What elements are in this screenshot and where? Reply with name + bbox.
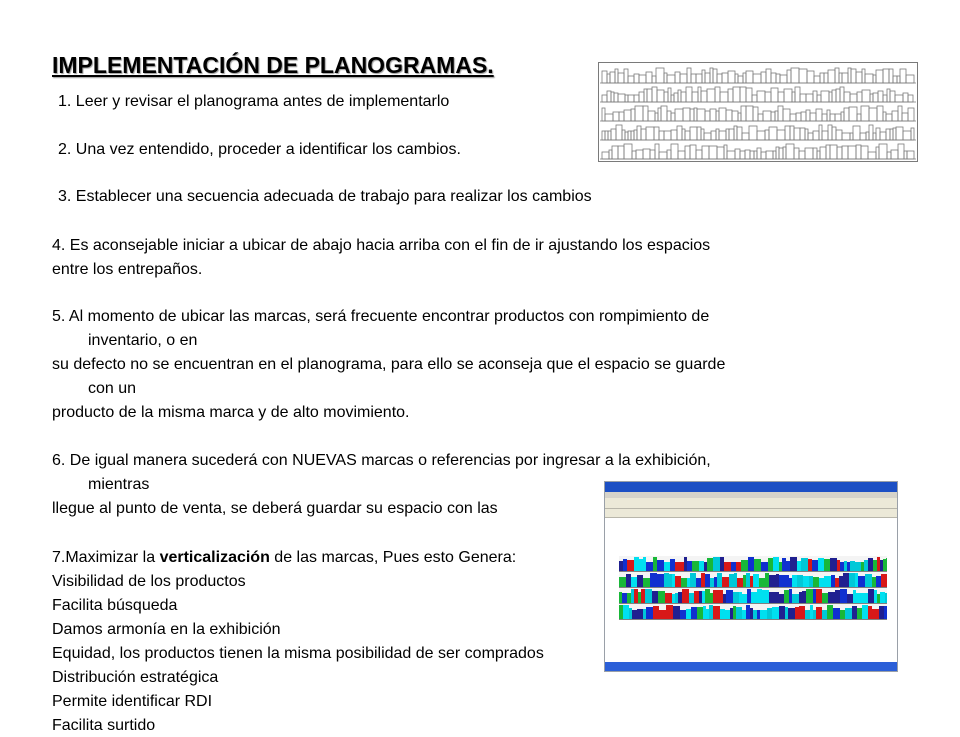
- planogram-product: [750, 576, 753, 587]
- benefit-item: Visibilidad de los productos: [52, 573, 246, 590]
- planogram-product: [619, 577, 626, 587]
- planogram-product: [720, 557, 724, 571]
- window-toolbar-secondary: [605, 509, 897, 518]
- planogram-product: [730, 608, 733, 619]
- benefit-item: Facilita surtido: [52, 717, 156, 734]
- planogram-product: [697, 607, 703, 619]
- planogram-shelf: [619, 619, 887, 620]
- planogram-product: [782, 558, 786, 571]
- planogram-product: [753, 610, 757, 619]
- planogram-product: [862, 593, 868, 603]
- planogram-product: [675, 576, 681, 587]
- planogram-product: [813, 577, 819, 587]
- step-5-line-1: 5. Al momento de ubicar las marcas, será frecuente encontrar productos con rompimiento de: [52, 308, 710, 325]
- planogram-product: [768, 558, 773, 571]
- planogram-product: [619, 592, 622, 603]
- planogram-product: [874, 590, 877, 603]
- planogram-shelf: [619, 603, 887, 604]
- planogram-product: [713, 606, 720, 619]
- planogram-product: [748, 557, 754, 571]
- planogram-product: [843, 573, 849, 587]
- planogram-product: [806, 589, 813, 603]
- planogram-product: [705, 574, 710, 587]
- planogram-product: [645, 589, 652, 603]
- planogram-product: [822, 610, 827, 619]
- step-4-line-2: entre los entrepaños.: [52, 261, 203, 278]
- planogram-product: [747, 589, 751, 603]
- planogram-product: [776, 574, 779, 587]
- planogram-product: [840, 562, 844, 571]
- planogram-product: [739, 592, 742, 603]
- planogram-product: [717, 573, 722, 587]
- planogram-product: [707, 558, 713, 571]
- planogram-product: [881, 574, 887, 587]
- planogram-product: [682, 589, 689, 603]
- planogram-product: [872, 609, 879, 619]
- planogram-product: [772, 607, 779, 619]
- planogram-product: [797, 561, 801, 571]
- step-1: 1. Leer y revisar el planograma antes de implementarlo: [58, 93, 450, 110]
- colored-planogram-icon: [619, 556, 887, 620]
- planogram-product: [873, 560, 877, 571]
- planogram-product: [694, 591, 699, 603]
- planogram-product: [709, 605, 713, 619]
- planogram-product: [762, 590, 769, 603]
- planogram-product: [865, 574, 872, 587]
- planogram-product: [699, 591, 702, 603]
- planogram-product: [840, 589, 847, 603]
- planogram-product: [623, 559, 627, 571]
- planogram-product: [659, 610, 666, 619]
- planogram-product: [704, 562, 707, 571]
- planogram-product: [792, 594, 799, 603]
- step-7-prefix: 7.Maximizar la: [52, 549, 160, 566]
- planogram-product: [816, 589, 822, 603]
- planogram-product: [833, 608, 840, 619]
- planogram-product: [808, 559, 812, 571]
- window-titlebar: [605, 482, 897, 492]
- window-toolbar: [605, 498, 897, 509]
- planogram-product: [877, 557, 880, 571]
- planogram-product: [795, 607, 799, 619]
- planogram-product: [757, 589, 762, 603]
- window-taskbar: [605, 662, 897, 671]
- planogram-product: [733, 606, 736, 619]
- planogram-product: [722, 577, 729, 587]
- planogram-product: [720, 609, 725, 619]
- planogram-product: [835, 578, 839, 587]
- planogram-product: [785, 607, 788, 619]
- planogram-product: [623, 605, 629, 619]
- planogram-product: [779, 606, 785, 619]
- planogram-product: [880, 592, 885, 603]
- planogram-product: [810, 605, 813, 619]
- planogram-product: [687, 578, 690, 587]
- planogram-product: [736, 562, 741, 571]
- planogram-product: [877, 594, 880, 603]
- planogram-product: [710, 578, 714, 587]
- planogram-product: [713, 590, 716, 603]
- planogram-product: [637, 575, 643, 587]
- planogram-product: [684, 557, 687, 571]
- planogram-product: [703, 606, 706, 619]
- planogram-product: [835, 590, 840, 603]
- planogram-product: [789, 589, 792, 603]
- planogram-product: [702, 591, 705, 603]
- step-5-line-3: su defecto no se encuentran en el planograma, para ello se aconseja que el espacio se guarde: [52, 356, 726, 373]
- step-5-line-2: inventario, o en: [88, 332, 198, 349]
- planogram-product: [731, 562, 736, 571]
- planogram-product: [849, 573, 855, 587]
- planogram-product: [643, 609, 646, 619]
- planogram-product: [876, 576, 881, 587]
- planogram-product: [813, 589, 816, 603]
- planogram-product: [788, 608, 795, 619]
- planogram-product: [632, 610, 637, 619]
- step-7-bold: verticalización: [159, 549, 270, 566]
- planogram-product: [792, 575, 797, 587]
- slide-title: IMPLEMENTACIÓN DE PLANOGRAMAS.: [52, 52, 494, 78]
- planogram-product: [802, 591, 806, 603]
- planogram-product: [753, 574, 759, 587]
- planogram-product: [885, 593, 887, 603]
- step-5-line-4: con un: [88, 380, 137, 397]
- planogram-product: [706, 609, 709, 619]
- planogram-product: [714, 577, 717, 587]
- planogram-product: [646, 562, 653, 571]
- benefit-item: Equidad, los productos tienen la misma posibilidad de ser comprados: [52, 645, 544, 662]
- planogram-product: [884, 606, 887, 619]
- planogram-product: [678, 592, 682, 603]
- planogram-product: [850, 561, 855, 571]
- planogram-product: [672, 594, 675, 603]
- planogram-product: [805, 610, 810, 619]
- planogram-product: [858, 576, 865, 587]
- planogram-product: [809, 576, 813, 587]
- step-7: [52, 547, 516, 569]
- planogram-product: [883, 559, 886, 571]
- planogram-product: [855, 562, 861, 571]
- planogram-product: [847, 594, 853, 603]
- planogram-product: [746, 573, 750, 587]
- planogram-product: [816, 607, 822, 619]
- planogram-product: [664, 562, 670, 571]
- planogram-product: [818, 558, 824, 571]
- planogram-product: [767, 608, 772, 619]
- planogram-product: [627, 560, 634, 571]
- planogram-product: [765, 573, 769, 587]
- planogram-product: [639, 559, 643, 571]
- planogram-product: [675, 562, 680, 571]
- planogram-product: [797, 575, 803, 587]
- planogram-product: [803, 576, 809, 587]
- planogram-product: [827, 605, 833, 619]
- planogram-product: [824, 559, 830, 571]
- planogram-product: [746, 605, 750, 619]
- planogram-shelf: [619, 571, 887, 572]
- planogram-product: [812, 560, 818, 571]
- planogram-product: [701, 573, 705, 587]
- planogram-product: [641, 589, 645, 603]
- planogram-product: [724, 562, 731, 571]
- planogram-product: [689, 593, 694, 603]
- planogram-product: [864, 560, 868, 571]
- planogram-product: [750, 608, 753, 619]
- planogram-product: [634, 589, 638, 603]
- planogram-product: [723, 594, 726, 603]
- planogram-product: [672, 574, 675, 587]
- planogram-product: [687, 561, 692, 571]
- planogram-product: [653, 606, 659, 619]
- benefit-item: Facilita búsqueda: [52, 597, 178, 614]
- planogram-product: [686, 609, 691, 619]
- planogram-product: [737, 578, 743, 587]
- benefit-item: Damos armonía en la exhibición: [52, 621, 281, 638]
- planogram-product: [789, 578, 792, 587]
- planogram-product: [675, 593, 678, 603]
- planogram-product: [844, 561, 847, 571]
- planogram-product: [692, 561, 699, 571]
- planogram-product: [868, 589, 874, 603]
- planogram-product: [824, 576, 831, 587]
- planogram-product: [839, 576, 843, 587]
- planogram-product: [643, 557, 646, 571]
- planogram-product: [631, 577, 637, 587]
- planogram-product: [861, 562, 864, 571]
- planogram-product: [726, 590, 733, 603]
- step-2: 2. Una vez entendido, proceder a identificar los cambios.: [58, 141, 461, 158]
- planogram-product: [657, 560, 664, 571]
- planogram-product: [757, 610, 760, 619]
- benefit-item: Permite identificar RDI: [52, 693, 213, 710]
- planogram-product: [705, 589, 710, 603]
- planogram-software-screenshot: [604, 481, 898, 672]
- planogram-product: [741, 560, 748, 571]
- planogram-product: [830, 558, 837, 571]
- planogram-product: [725, 610, 730, 619]
- planogram-product: [761, 562, 768, 571]
- planogram-product: [716, 590, 723, 603]
- planogram-product: [862, 605, 868, 619]
- planogram-product: [879, 606, 884, 619]
- step-5-line-5: producto de la misma marca y de alto movimiento.: [52, 404, 410, 421]
- planogram-product: [629, 608, 632, 619]
- planogram-product: [733, 592, 739, 603]
- planogram-product: [646, 607, 653, 619]
- planogram-shelf: [619, 587, 887, 588]
- planogram-product: [627, 593, 631, 603]
- planogram-product: [743, 575, 746, 587]
- planogram-product: [681, 578, 687, 587]
- planogram-product: [626, 574, 631, 587]
- planogram-product: [658, 591, 665, 603]
- planogram-product: [779, 594, 784, 603]
- planogram-product: [653, 557, 657, 571]
- planogram-product: [713, 557, 720, 571]
- planogram-product: [828, 592, 835, 603]
- planogram-product: [657, 574, 664, 587]
- step-6-line-2: mientras: [88, 476, 150, 493]
- planogram-product: [886, 558, 887, 571]
- planogram-product: [868, 606, 872, 619]
- planogram-product: [736, 607, 742, 619]
- planogram-product: [680, 562, 684, 571]
- planogram-product: [855, 573, 858, 587]
- planogram-product: [837, 560, 840, 571]
- planogram-product: [690, 573, 696, 587]
- planogram-product: [759, 578, 765, 587]
- planogram-product: [643, 578, 650, 587]
- step-6-line-3: llegue al punto de venta, se deberá guardar su espacio con las: [52, 500, 498, 517]
- planogram-product: [631, 589, 634, 603]
- planogram-product: [856, 593, 862, 603]
- planogram-product: [779, 562, 782, 571]
- planogram-product: [666, 605, 673, 619]
- planogram-product: [772, 592, 779, 603]
- planogram-product: [760, 610, 767, 619]
- planogram-product: [619, 561, 623, 571]
- step-6-line-1: 6. De igual manera sucederá con NUEVAS marcas o referencias por ingresar a la exhibición,: [52, 452, 711, 469]
- planogram-product: [742, 610, 746, 619]
- planogram-product: [634, 557, 639, 571]
- planogram-product: [790, 557, 797, 571]
- planogram-product: [868, 558, 873, 571]
- planogram-product: [783, 575, 789, 587]
- planogram-product: [779, 575, 783, 587]
- planogram-product: [638, 592, 641, 603]
- benefit-item: Distribución estratégica: [52, 669, 219, 686]
- planogram-product: [710, 593, 713, 603]
- planogram-product: [857, 608, 862, 619]
- step-7-suffix: de las marcas, Pues esto Genera:: [269, 549, 517, 566]
- planogram-product: [650, 573, 657, 587]
- planogram-product: [637, 609, 643, 619]
- planogram-product: [754, 559, 761, 571]
- planogram-product: [769, 575, 776, 587]
- planogram-product: [786, 561, 790, 571]
- planogram-product: [880, 560, 883, 571]
- planogram-product: [801, 558, 808, 571]
- planogram-product: [673, 606, 680, 619]
- planogram-product: [799, 606, 805, 619]
- planogram-product: [622, 593, 627, 603]
- planogram-product: [831, 575, 835, 587]
- planogram-product: [664, 573, 669, 587]
- planogram-product: [822, 593, 828, 603]
- step-4-line-1: 4. Es aconsejable iniciar a ubicar de abajo hacia arriba con el fin de ir ajustando los espacios: [52, 237, 711, 254]
- planogram-product: [852, 606, 857, 619]
- planogram-product: [813, 610, 816, 619]
- planogram-product: [691, 607, 697, 619]
- planogram-product: [769, 592, 772, 603]
- planogram-product: [840, 610, 845, 619]
- planogram-product: [699, 561, 704, 571]
- planogram-product: [853, 590, 856, 603]
- planogram-product: [696, 578, 701, 587]
- planogram-product: [872, 577, 876, 587]
- planogram-product: [751, 592, 757, 603]
- planogram-product: [845, 608, 852, 619]
- planogram-product: [652, 591, 658, 603]
- planogram-product: [847, 562, 850, 571]
- planogram-product: [819, 578, 824, 587]
- planogram-product: [670, 559, 675, 571]
- planogram-product: [742, 594, 747, 603]
- planogram-product: [729, 574, 734, 587]
- step-3: 3. Establecer una secuencia adecuada de trabajo para realizar los cambios: [58, 188, 592, 205]
- planogram-product: [784, 590, 789, 603]
- planogram-product: [665, 593, 672, 603]
- planogram-product: [773, 557, 779, 571]
- planogram-product: [619, 605, 623, 619]
- planogram-shelf-sketch-icon: [598, 62, 918, 162]
- planogram-product: [799, 592, 802, 603]
- planogram-product: [669, 574, 672, 587]
- planogram-product: [734, 573, 737, 587]
- planogram-product: [680, 610, 686, 619]
